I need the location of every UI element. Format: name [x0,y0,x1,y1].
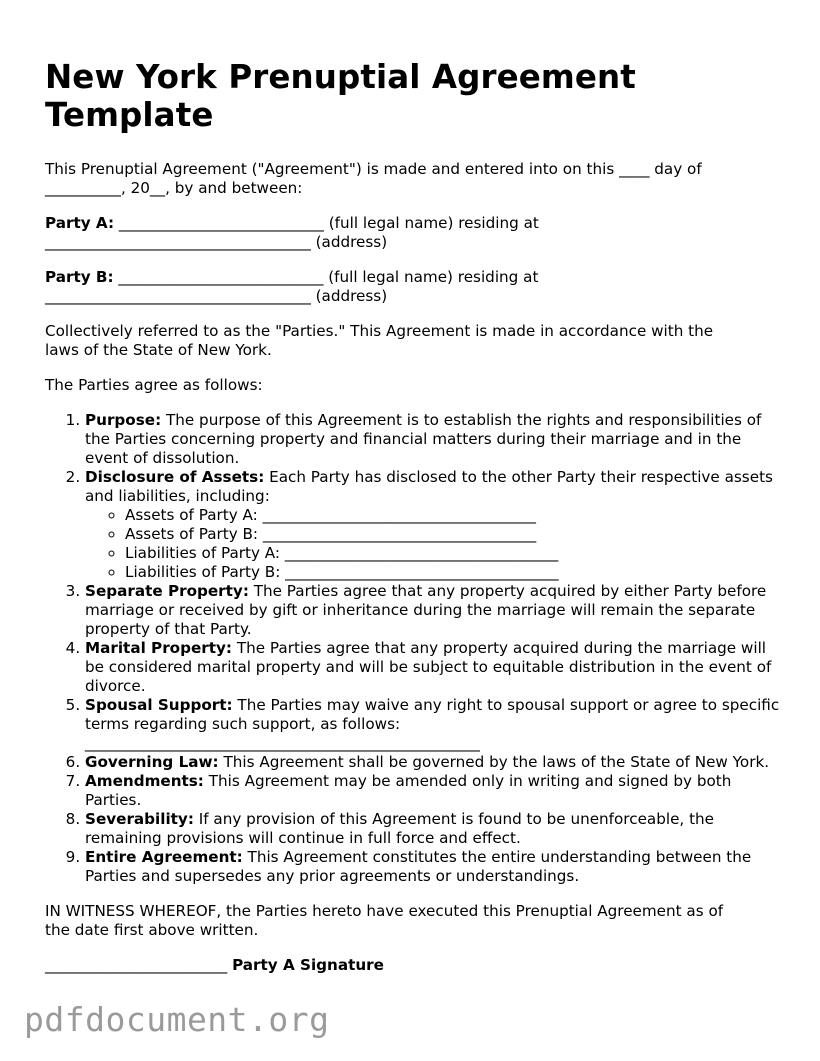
party-a-address-field: ___________________________________ (address) [45,233,388,251]
title-line-2: Template [45,96,214,134]
amendments-text: This Agreement may be amended only in writing and signed by both Parties. [85,772,732,809]
spousal-text: The Parties may waive any right to spousal support or agree to specific terms regarding such support, as follows: [85,696,780,733]
intro-line-2: __________, 20__, by and between: [45,179,303,197]
list-item-spousal-support [85,696,780,753]
amendments-label: Amendments: [85,772,204,790]
party-a-line-1 [45,214,780,233]
title-line-1: New York Prenuptial Agreement [45,58,636,96]
intro-line-1: This Prenuptial Agreement ("Agreement") is made and entered into on this ____ day of [45,160,702,178]
collective-line-1: Collectively referred to as the "Parties." This Agreement is made in accordance with the [45,322,714,340]
governing-text: This Agreement shall be governed by the laws of the State of New York. [218,753,770,771]
intro-paragraph [45,160,780,198]
entire-text: This Agreement constitutes the entire understanding between the Parties and supersedes any prior agreements or understandings. [85,848,752,885]
party-b-label: Party B: [45,268,114,286]
purpose-label: Purpose: [85,411,162,429]
party-a-paragraph [45,214,780,252]
severability-label: Severability: [85,810,194,828]
sublist-item-assets-a: ◦ Assets of Party A: ____________________________________ [125,506,780,525]
sublist-item-assets-b: ◦ Assets of Party B: ____________________________________ [125,525,780,544]
disclosure-label: Disclosure of Assets: [85,468,265,486]
party-b-address-field: ___________________________________ (address) [45,287,388,305]
sublist-item-liabilities-a: ◦ Liabilities of Party A: ____________________________________ [125,544,780,563]
document-page [45,58,780,975]
witness-line-2: the date first above written. [45,921,259,939]
list-item-entire-agreement [85,848,780,886]
severability-text: If any provision of this Agreement is found to be unenforceable, the remaining provisions will continue in full force and effect. [85,810,715,847]
collective-paragraph [45,322,780,360]
list-item-amendments [85,772,780,810]
party-b-name-field: ___________________________ (full legal name) residing at [113,268,539,286]
list-item-marital-property [85,639,780,696]
document-title [45,58,780,134]
spousal-label: Spousal Support: [85,696,233,714]
marital-text: The Parties agree that any property acquired during the marriage will be considered marital property and will be subject to equitable distribution in the event of divorce. [85,639,772,695]
list-item-separate-property [85,582,780,639]
terms-list [45,411,780,886]
disclosure-text: Each Party has disclosed to the other Party their respective assets and liabilities, including: [85,468,773,505]
party-a-signature-line [45,956,780,975]
party-a-name-field: ___________________________ (full legal name) residing at [114,214,539,232]
party-a-label: Party A: [45,214,115,232]
spousal-blank: ____________________________________________________ [85,734,480,752]
list-item-purpose [85,411,780,468]
disclosure-sublist [85,506,780,582]
governing-label: Governing Law: [85,753,219,771]
party-b-line-1 [45,268,780,287]
separate-label: Separate Property: [85,582,249,600]
witness-paragraph [45,902,780,940]
list-item-severability [85,810,780,848]
signature-blank: ________________________ [45,956,228,974]
signature-label: Party A Signature [232,956,384,974]
sublist-item-liabilities-b: ◦ Liabilities of Party B: ____________________________________ [125,563,780,582]
watermark: pdfdocument.org [24,1000,330,1039]
entire-label: Entire Agreement: [85,848,243,866]
list-item-disclosure [85,468,780,582]
separate-text: The Parties agree that any property acquired by either Party before marriage or received by gift or inheritance during the marriage will remain the separate property of that Party. [85,582,767,638]
list-item-governing-law [85,753,780,772]
purpose-text: The purpose of this Agreement is to establish the rights and responsibilities of the Parties concerning property and financial matters during their marriage and in the event of dissolution. [85,411,762,467]
marital-label: Marital Property: [85,639,233,657]
collective-line-2: laws of the State of New York. [45,341,272,359]
party-b-paragraph [45,268,780,306]
witness-line-1: IN WITNESS WHEREOF, the Parties hereto have executed this Prenuptial Agreement as of [45,902,724,920]
agree-paragraph: The Parties agree as follows: [45,376,263,394]
